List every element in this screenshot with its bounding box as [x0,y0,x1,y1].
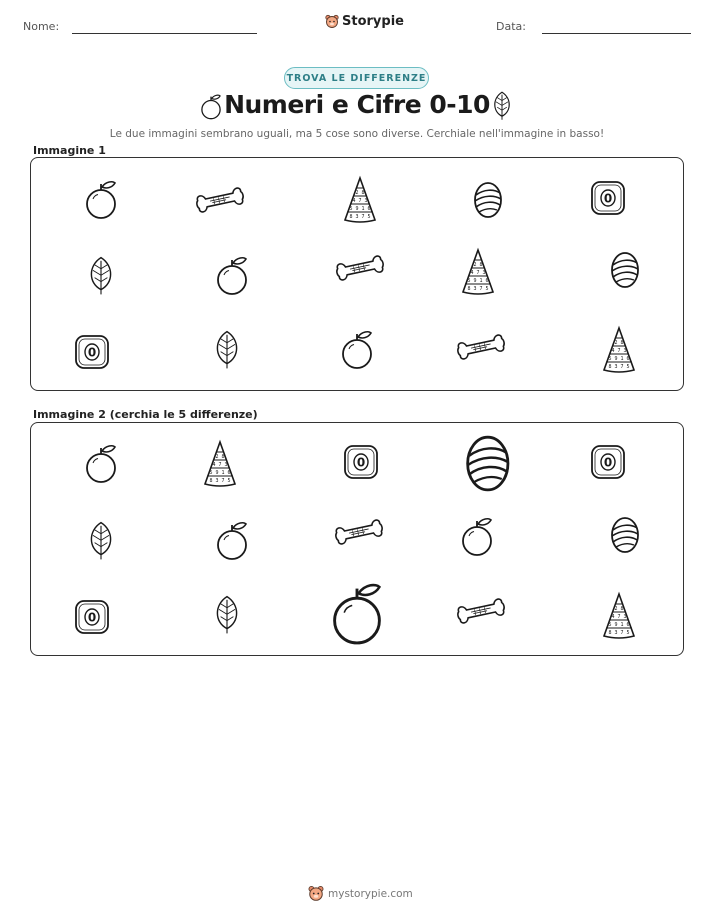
zero-tile-icon[interactable] [74,598,110,636]
svg-text:8 3 7 5: 8 3 7 5 [467,286,489,292]
svg-text:5 9 1 6: 5 9 1 6 [608,356,630,362]
svg-text:8 3 7 5: 8 3 7 5 [349,214,371,220]
leaf-icon [490,90,514,126]
striped-egg-icon [472,179,504,221]
svg-text:8 3 7 5: 8 3 7 5 [608,630,630,636]
image1-label: Immagine 1 [33,144,106,157]
title-row [0,90,714,126]
number-cone-icon [602,326,636,374]
svg-text:0: 0 [87,610,97,625]
striped-egg-icon [609,249,641,291]
svg-text:4 7 3: 4 7 3 [470,270,486,276]
svg-text:4 7 3: 4 7 3 [212,462,228,468]
number-cone-icon [461,248,495,296]
zero-tile-icon[interactable] [590,443,626,481]
apple-icon[interactable] [325,579,389,649]
bear-logo-icon [325,14,339,29]
leaf-icon[interactable] [211,591,243,639]
bone-icon[interactable] [335,517,383,547]
instructions: Le due immagini sembrano uguali, ma 5 cose sono diverse. Cerchiale nell'immagine in basso! [109,128,605,140]
apple-icon[interactable] [457,515,497,559]
zero-tile-icon [74,333,110,371]
striped-egg-icon[interactable] [609,514,641,556]
svg-text:0: 0 [356,455,366,470]
activity-badge: TROVA LE DIFFERENZE [284,67,429,89]
svg-text:2 8: 2 8 [355,190,365,196]
striped-egg-icon[interactable] [463,431,513,496]
bone-icon[interactable] [457,596,505,626]
svg-text:2 8: 2 8 [473,262,483,268]
bone-icon [457,332,505,362]
svg-text:4 7 3: 4 7 3 [352,198,368,204]
leaf-icon[interactable] [85,517,117,565]
svg-text:5 9 1 6: 5 9 1 6 [349,206,371,212]
apple-icon [212,254,252,298]
leaf-icon [85,252,117,300]
svg-text:5 9 1 6: 5 9 1 6 [608,622,630,628]
number-cone-icon [343,176,377,224]
name-field[interactable] [72,33,257,34]
brand-logo [325,14,404,29]
apple-icon[interactable] [81,442,121,486]
leaf-icon [211,326,243,374]
apple-icon [337,328,377,372]
svg-text:0: 0 [87,345,97,360]
apple-icon [198,92,224,126]
apple-icon [81,178,121,222]
svg-text:8 3 7 5: 8 3 7 5 [209,478,231,484]
svg-text:2 8: 2 8 [614,606,624,612]
svg-text:5 9 1 6: 5 9 1 6 [467,278,489,284]
svg-text:0: 0 [603,455,613,470]
footer [308,885,413,902]
bone-icon [336,253,384,283]
brand-name: Storypie [342,14,404,29]
footer-url: mystorypie.com [328,887,413,900]
number-cone-icon[interactable] [602,592,636,640]
page-title: Numeri e Cifre 0-10 [224,90,490,119]
svg-text:4 7 3: 4 7 3 [611,348,627,354]
bone-icon [196,185,244,215]
date-label: Data: [496,20,526,33]
apple-icon[interactable] [212,519,252,563]
date-field[interactable] [542,33,691,34]
svg-text:2 8: 2 8 [614,340,624,346]
svg-text:0: 0 [603,191,613,206]
svg-text:5 9 1 6: 5 9 1 6 [209,470,231,476]
zero-tile-icon [590,179,626,217]
zero-tile-icon[interactable] [343,443,379,481]
svg-text:4 7 3: 4 7 3 [611,614,627,620]
number-cone-icon[interactable] [203,440,237,488]
bear-logo-icon [308,885,324,902]
name-label: Nome: [23,20,60,33]
image2-label: Immagine 2 (cerchia le 5 differenze) [33,408,258,421]
svg-text:2 8: 2 8 [215,454,225,460]
svg-text:8 3 7 5: 8 3 7 5 [608,364,630,370]
